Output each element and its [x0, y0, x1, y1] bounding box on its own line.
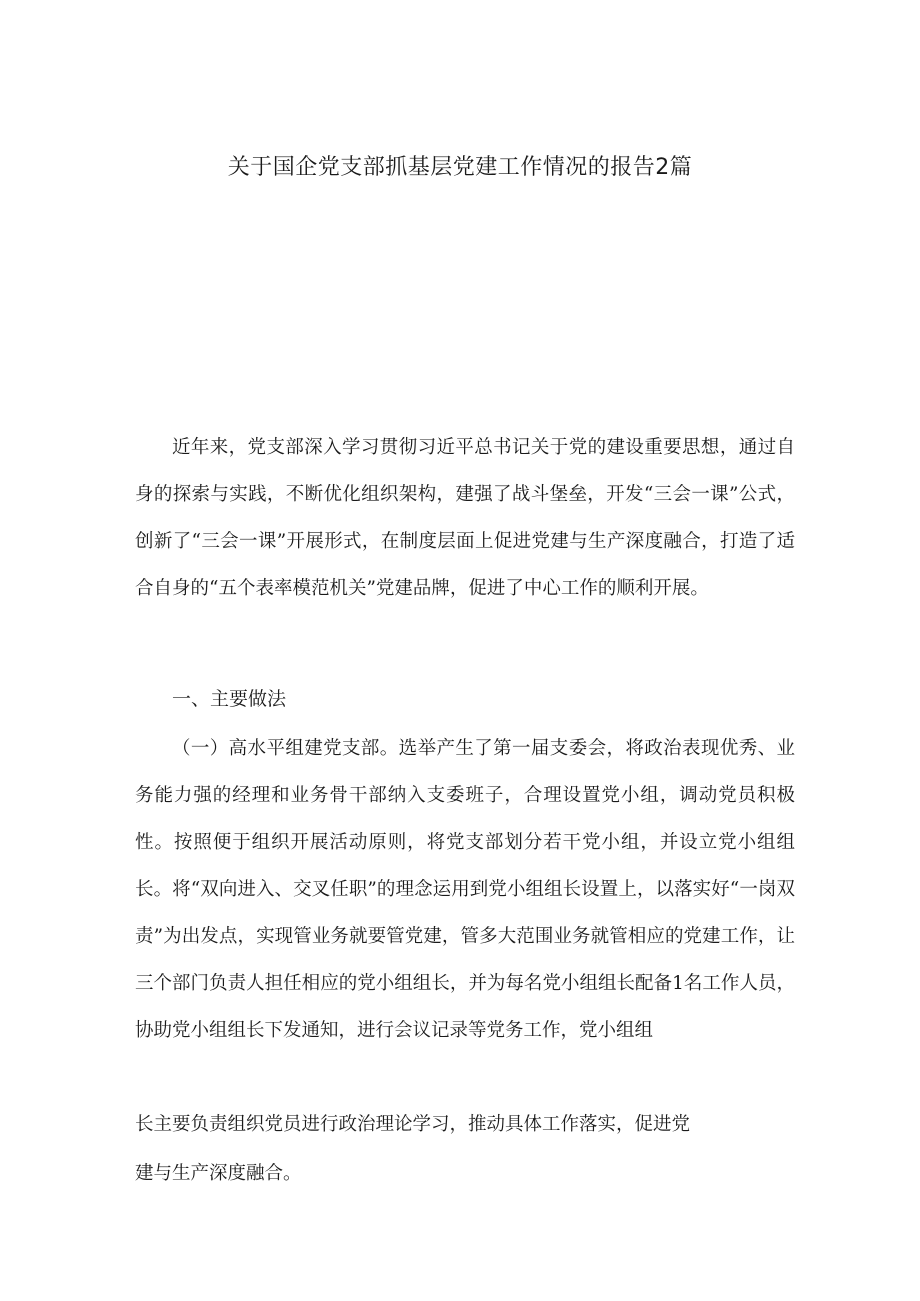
section1-paragraph: （一）高水平组建党支部。选举产生了第一届支委会，将政治表现优秀、业务能力强的经理和业务骨干部纳入支委班子，合理设置党小组，调动党员积极性。按照便于组织开展活动原则，将党支部划分若干党小组，并设立党小组组长。将“双向进入、交叉任职”的理念运用到党小组组长设置上，以落实好“一岗双责”为出发点，实现管业务就要管党建，管多大范围业务就管相应的党建工作，让三个部门负责人担任相应的党小组组长，并为每名党小组组长配备1名工作人员，协助党小组组长下发通知，进行会议记录等党务工作，党小组组	[135, 738, 795, 1041]
intro-paragraph: 近年来，党支部深入学习贯彻习近平总书记关于党的建设重要思想，通过自身的探索与实践，不断优化组织架构，建强了战斗堡垒，开发“三会一课”公式，创新了“三会一课”开展形式，在制度层面上促进党建与生产深度融合，打造了适合自身的“五个表率模范机关”党建品牌，促进了中心工作的顺利开展。	[135, 437, 795, 599]
paragraph-continuation-line: 长主要负责组织党员进行政治理论学习，推动具体工作落实，促进党	[135, 1114, 691, 1135]
paragraph-final-line: 建与生产深度融合。	[135, 1163, 302, 1184]
section-heading: 一、主要做法	[172, 688, 287, 710]
document-title: 关于国企党支部抓基层党建工作情况的报告2篇	[227, 155, 693, 180]
